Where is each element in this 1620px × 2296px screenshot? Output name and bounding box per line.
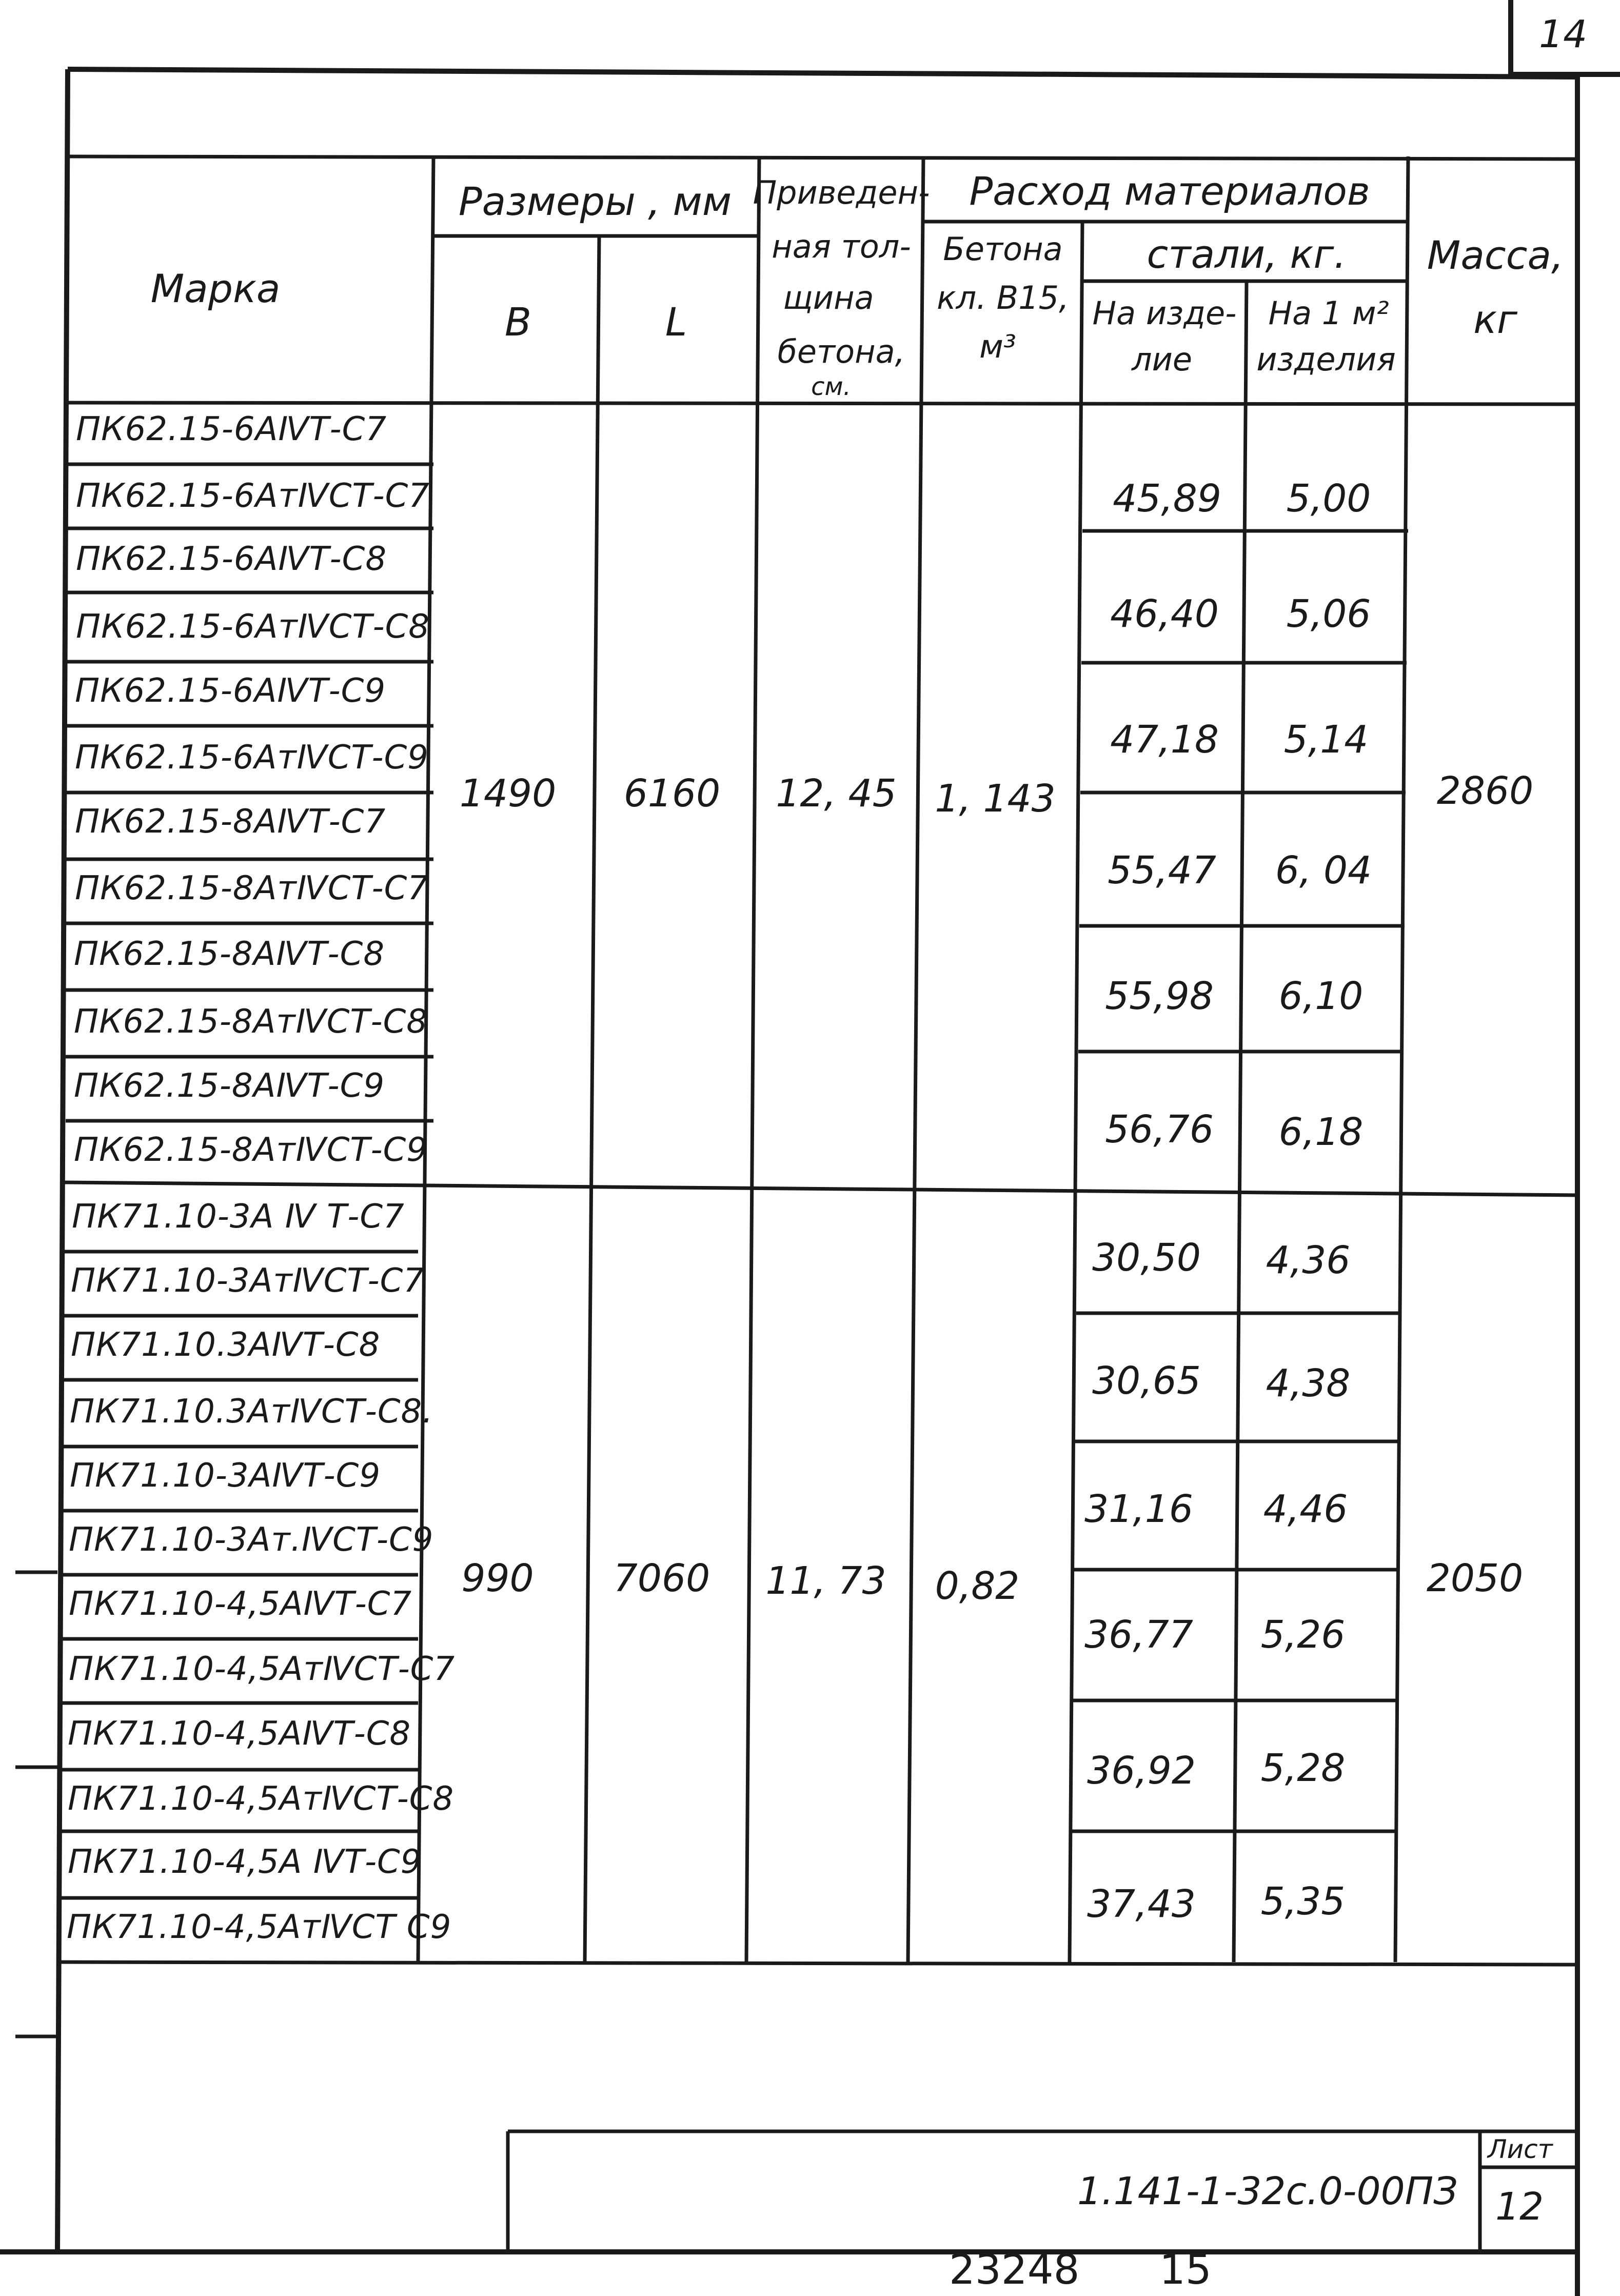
steel-per-item: 31,16: [1084, 1487, 1193, 1531]
mark-row: ПК62.15-8АтⅣСТ-С8: [74, 1003, 428, 1041]
header-privedennaya-2: ная тол-: [772, 228, 911, 265]
steel-per-m2: 5,26: [1260, 1613, 1346, 1657]
group2-l: 7060: [613, 1556, 710, 1600]
mark-row: ПК71.10-4,5АⅣТ-С7: [69, 1585, 412, 1623]
header-stali: стали, кг.: [1147, 231, 1347, 277]
group1-mass: 2860: [1436, 769, 1534, 813]
header-massa-2: кг: [1473, 296, 1517, 342]
header-na-izdelie-1: На изде-: [1092, 294, 1237, 332]
header-raskhod: Расход материалов: [969, 168, 1370, 214]
mark-row: ПК71.10.3АтⅣСТ-С8.: [70, 1393, 433, 1431]
steel-per-m2: 5,14: [1283, 718, 1369, 762]
header-betona-2: кл. В15,: [937, 279, 1069, 316]
group2-concrete: 0,82: [935, 1564, 1020, 1608]
steel-per-item: 36,92: [1087, 1749, 1196, 1793]
mark-row: ПК62.15-6АⅣТ-С7: [76, 410, 387, 448]
header-privedennaya-1: Приведен-: [753, 174, 930, 211]
header-na-1m2-2: изделия: [1256, 341, 1396, 378]
header-privedennaya-5: см.: [811, 372, 851, 401]
mark-row: ПК62.15-6АⅣТ-С9: [75, 672, 386, 710]
steel-per-item: 46,40: [1110, 592, 1219, 636]
header-razmery: Размеры , мм: [458, 179, 732, 224]
steel-per-item: 37,43: [1087, 1882, 1196, 1926]
mark-row: ПК71.10-3А Ⅳ Т-С7: [72, 1198, 405, 1236]
inventory-number: 23248: [949, 2246, 1080, 2293]
steel-per-m2: 4,36: [1266, 1238, 1351, 1282]
mark-row: ПК62.15-8АтⅣСТ-С7: [75, 869, 429, 907]
header-l: L: [665, 299, 687, 345]
mark-row: ПК71.10-3АⅣТ-С9: [70, 1457, 381, 1495]
steel-per-m2: 6,18: [1278, 1110, 1364, 1154]
group1-b: 1490: [459, 771, 557, 816]
group2-mass: 2050: [1426, 1556, 1524, 1600]
sheet-label: Лист: [1488, 2134, 1553, 2164]
group2-b: 990: [461, 1556, 534, 1600]
steel-per-item: 30,65: [1092, 1359, 1201, 1403]
header-privedennaya-3: щина: [783, 279, 874, 316]
steel-per-item: 47,18: [1110, 718, 1219, 762]
mark-row: ПК71.10-4,5АтⅣСТ-С8: [68, 1780, 455, 1818]
mark-row: ПК71.10-3АтⅣСТ-С7: [71, 1262, 425, 1300]
mark-row: ПК71.10-4,5АтⅣСТ-С7: [69, 1650, 456, 1688]
steel-per-item: 30,50: [1092, 1236, 1201, 1280]
steel-per-item: 55,47: [1108, 848, 1216, 893]
header-betona-3: м³: [979, 328, 1016, 365]
corner-page-number: 14: [1539, 12, 1588, 56]
group1-concrete: 1, 143: [935, 777, 1056, 821]
steel-per-m2: 5,35: [1260, 1879, 1346, 1924]
header-marka: Марка: [150, 266, 281, 311]
mark-row: ПК62.15-8АⅣТ-С8: [74, 935, 385, 973]
group1-l: 6160: [623, 771, 721, 816]
mark-row: ПК62.15-6АтⅣСТ-С7: [76, 477, 430, 515]
steel-per-m2: 6, 04: [1275, 848, 1372, 893]
steel-per-item: 36,77: [1084, 1613, 1193, 1657]
mark-row: ПК62.15-6АтⅣСТ-С8: [76, 608, 430, 646]
steel-per-item: 45,89: [1113, 477, 1221, 521]
document-code: 1.141-1-32с.0-00ПЗ: [1077, 2169, 1458, 2213]
mark-row: ПК62.15-8АⅣТ-С7: [75, 803, 386, 841]
header-privedennaya-4: бетона,: [777, 333, 905, 370]
mark-row: ПК62.15-6АтⅣСТ-С9: [75, 739, 429, 777]
header-na-izdelie-2: лие: [1131, 341, 1193, 378]
mark-row: ПК71.10.3АⅣТ-С8: [71, 1326, 381, 1364]
steel-per-m2: 5,28: [1260, 1746, 1346, 1790]
steel-per-m2: 5,00: [1286, 477, 1371, 521]
mark-row: ПК62.15-8АтⅣСТ-С9: [74, 1131, 428, 1169]
steel-per-m2: 4,46: [1263, 1487, 1348, 1531]
inventory-suffix: 15: [1159, 2246, 1212, 2293]
mark-row: ПК71.10-4,5АⅣТ-С8: [68, 1715, 411, 1753]
header-betona-1: Бетона: [943, 230, 1063, 268]
group2-thickness: 11, 73: [765, 1559, 886, 1603]
mark-row: ПК62.15-6АⅣТ-С8: [76, 540, 387, 578]
header-massa-1: Масса,: [1427, 232, 1564, 278]
steel-per-m2: 5,06: [1286, 592, 1371, 636]
steel-per-m2: 6,10: [1278, 974, 1364, 1018]
steel-per-item: 55,98: [1105, 974, 1214, 1018]
header-b: В: [504, 299, 532, 345]
mark-row: ПК62.15-8АⅣТ-С9: [74, 1067, 385, 1105]
mark-row: ПК71.10-4,5АтⅣСТ С9: [67, 1908, 452, 1946]
header-na-1m2-1: На 1 м²: [1268, 294, 1389, 332]
steel-per-m2: 4,38: [1266, 1361, 1351, 1406]
steel-per-item: 56,76: [1105, 1107, 1214, 1152]
sheet-number: 12: [1495, 2185, 1544, 2229]
group1-thickness: 12, 45: [776, 771, 897, 816]
mark-row: ПК71.10-3Ат.ⅣСТ-С9: [69, 1521, 434, 1559]
mark-row: ПК71.10-4,5А ⅣТ-С9: [68, 1843, 422, 1881]
